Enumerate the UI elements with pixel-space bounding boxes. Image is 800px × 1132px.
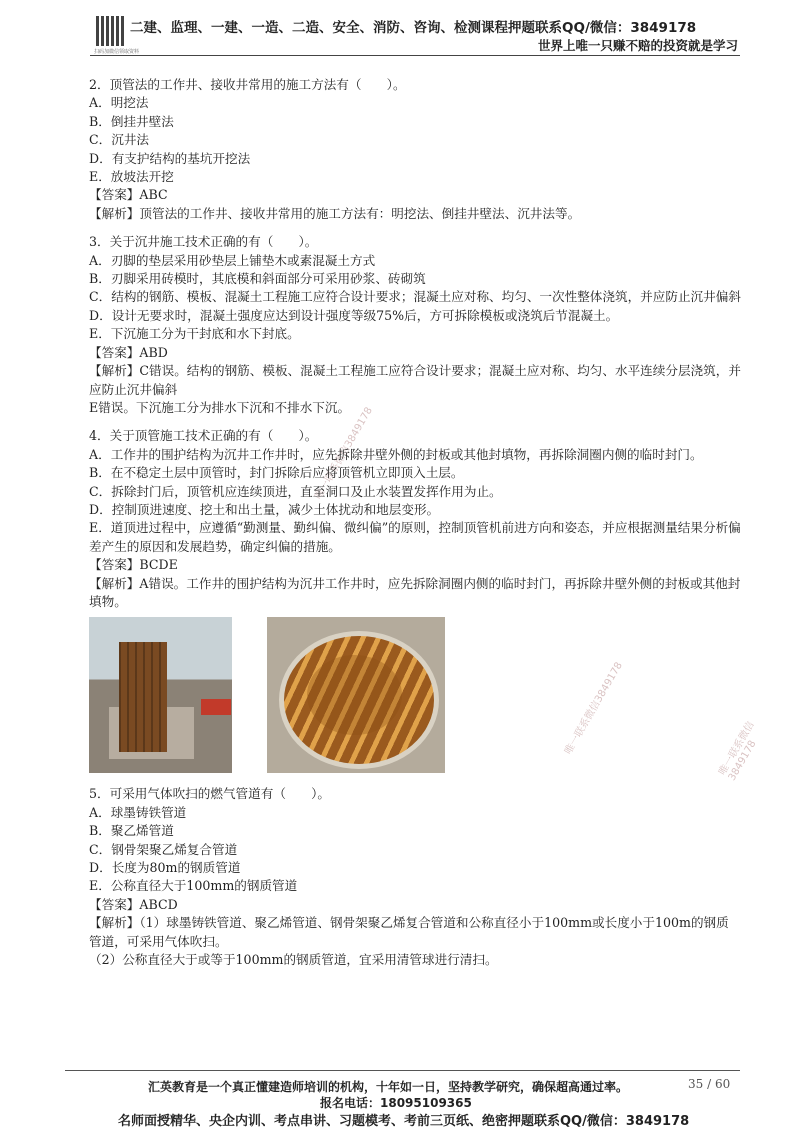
footer-contact: 名师面授精华、央企内训、考点串讲、习题模考、考前三页纸、绝密押题联系QQ/微信：3849178 [118, 1114, 690, 1129]
option: B．在不稳定土层中顶管时，封门拆除后应将顶管机立即顶入土层。 [89, 465, 464, 481]
question-stem: 2．顶管法的工作井、接收井常用的施工方法有（ ）。 [89, 77, 406, 92]
option: C．沉井法 [89, 132, 150, 148]
document-body [89, 76, 741, 969]
option: D．设计无要求时，混凝土强度应达到设计强度等级75%后，方可拆除模板或浇筑后节混凝土。 [89, 307, 619, 323]
option: D．长度为80m的钢质管道 [89, 860, 241, 875]
analysis: 【解析】（1）球墨铸铁管道、聚乙烯管道、钢骨架聚乙烯复合管道和公称直径小于100mm或长度小于100m的钢质管道，可采用气体吹扫。 [89, 915, 729, 949]
option: A．明挖法 [89, 95, 149, 111]
header-contact-line: 二建、监理、一建、一造、二造、安全、消防、咨询、检测课程押题联系QQ/微信：3849178 [130, 20, 697, 36]
watermark-text: 唯一联系微信3849178 [313, 405, 375, 502]
qr-caption: 扫码加微信领取资料 [94, 49, 140, 55]
option: A．球墨铸铁管道 [89, 804, 187, 820]
watermark-text: 唯一联系微信3849178 [563, 660, 625, 757]
watermark-text: 唯一联系微信3849178 [717, 719, 759, 783]
analysis: 【解析】顶管法的工作井、接收井常用的施工方法有：明挖法、倒挂井壁法、沉井法等。 [89, 205, 581, 221]
question-stem: 4．关于顶管施工技术正确的有（ ）。 [89, 428, 318, 444]
question-stem: 5．可采用气体吹扫的燃气管道有（ ）。 [89, 786, 330, 802]
answer: 【答案】ABC [89, 187, 168, 203]
analysis: 【解析】A错误。工作井的围护结构为沉井工作井时，应先拆除洞圈内侧的临时封门，再拆除井壁外侧的封板或其他封填物。 [89, 575, 741, 609]
footer-phone: 报名电话：18095109365 [320, 1096, 472, 1110]
option: E．放坡法开挖 [89, 169, 174, 185]
page-header [0, 0, 800, 56]
option: B．倒挂井壁法 [89, 113, 174, 129]
analysis: （2）公称直径大于或等于100mm的钢质管道，宜采用清管球进行清扫。 [89, 952, 498, 968]
analysis: E错误。下沉施工分为排水下沉和不排水下沉。 [89, 399, 351, 415]
option: D．有支护结构的基坑开挖法 [89, 150, 251, 166]
page-number: 35 / 60 [688, 1077, 731, 1091]
photo-row [89, 617, 741, 777]
answer: 【答案】ABCD [89, 896, 178, 912]
option: C．结构的钢筋、模板、混凝土工程施工应符合设计要求；混凝土应对称、均匀、一次性整体浇筑，并应防止沉井偏斜 [89, 289, 741, 305]
analysis: 【解析】C错误。结构的钢筋、模板、混凝土工程施工应符合设计要求；混凝土应对称、均匀、水平连续分层浇筑，并应防止沉井偏斜 [89, 363, 741, 397]
option: C．拆除封门后，顶管机应连续顶进，直至洞口及止水装置发挥作用为止。 [89, 483, 502, 499]
option: C．钢骨架聚乙烯复合管道 [89, 841, 238, 857]
option: A．刃脚的垫层采用砂垫层上铺垫木或素混凝土方式 [89, 252, 376, 268]
pipe-jacking-door-photo [267, 617, 445, 773]
header-divider [90, 55, 740, 56]
caisson-photo [89, 617, 232, 773]
option: B．聚乙烯管道 [89, 823, 174, 839]
option: A．工作井的围护结构为沉井工作井时，应先拆除井壁外侧的封板或其他封填物，再拆除洞圈内侧的临时封门。 [89, 446, 703, 462]
footer-divider [65, 1070, 740, 1071]
option: D．控制顶进速度、挖土和出土量，减少土体扰动和地层变形。 [89, 501, 440, 517]
question-stem: 3．关于沉井施工技术正确的有（ ）。 [89, 234, 318, 250]
option: E．下沉施工分为干封底和水下封底。 [89, 326, 300, 342]
header-slogan: 世界上唯一只赚不赔的投资就是学习 [537, 38, 738, 53]
option: E．道顶进过程中，应遵循“勤测量、勤纠偏、微纠偏”的原则，控制顶管机前进方向和姿态，并应根据测量结果分析偏差产生的原因和发展趋势，确定纠偏的措施。 [89, 520, 741, 554]
answer: 【答案】BCDE [89, 557, 178, 573]
footer-slogan: 汇英教育是一个真正懂建造师培训的机构，十年如一日，坚持教学研究，确保超高通过率。 [148, 1080, 629, 1094]
answer: 【答案】ABD [89, 344, 168, 360]
qr-code-icon [96, 16, 126, 46]
option: B．刃脚采用砖模时，其底模和斜面部分可采用砂浆、砖砌筑 [89, 271, 426, 287]
option: E．公称直径大于100mm的钢质管道 [89, 878, 298, 894]
